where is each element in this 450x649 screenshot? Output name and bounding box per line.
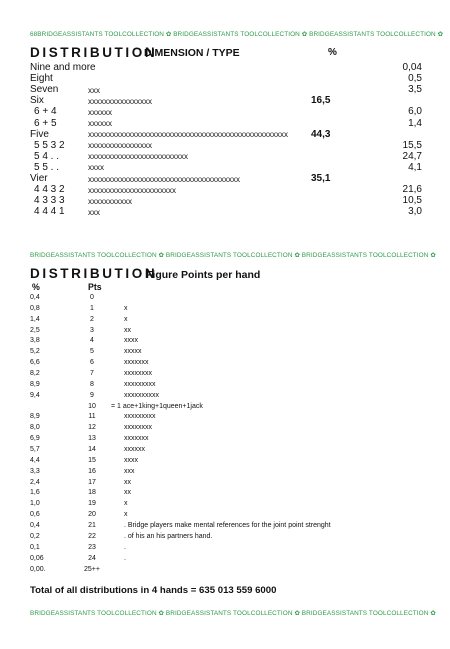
row-value: 1,4 bbox=[408, 117, 422, 129]
row-value: 3,5 bbox=[408, 84, 422, 96]
section2-col-pts: Pts bbox=[88, 282, 102, 292]
row-pts: 20 bbox=[88, 511, 96, 519]
row-pct: 2,5 bbox=[30, 326, 40, 334]
row-pts: 25++ bbox=[84, 565, 100, 573]
row-pts: 10 bbox=[88, 402, 96, 410]
row-value: 6,0 bbox=[408, 106, 422, 118]
row-pts: 17 bbox=[88, 478, 96, 486]
row-bar: . of his an his partners hand. bbox=[124, 532, 213, 540]
section1-subtitle: DIMENSION / TYPE bbox=[144, 47, 240, 59]
row-label: Six bbox=[30, 95, 44, 107]
row-pts: 9 bbox=[90, 391, 94, 399]
row-pct: 0,2 bbox=[30, 532, 40, 540]
row-pct: 0,4 bbox=[30, 294, 40, 301]
row-pct: 5,7 bbox=[30, 446, 40, 454]
row-pts: 7 bbox=[90, 370, 94, 378]
row-label: 6 + 4 bbox=[34, 106, 57, 118]
row-pts: 18 bbox=[88, 489, 96, 497]
row-bar: xx bbox=[124, 489, 131, 497]
row-pts: 12 bbox=[88, 424, 96, 432]
row-pts: 15 bbox=[88, 456, 96, 464]
row-bar: xxxx bbox=[88, 163, 104, 173]
row-pts: 14 bbox=[88, 446, 96, 454]
row-label: 4 4 4 1 bbox=[34, 206, 65, 218]
row-bar: x bbox=[124, 315, 128, 323]
row-label: Nine and more bbox=[30, 62, 96, 73]
row-bar: xxxxxxxxxxxxxxxx bbox=[88, 141, 152, 151]
row-pct: 0,06 bbox=[30, 554, 44, 562]
row-pct: 3,8 bbox=[30, 337, 40, 345]
row-bar: xxxxxxxxxxxxxxxxxxxxxxxxxxxxxxxxxxxxxx bbox=[88, 174, 240, 184]
row-pct: 3,3 bbox=[30, 467, 40, 475]
row-label: 5 5 . . bbox=[34, 161, 60, 173]
row-bar: xxxxxxxxxx bbox=[124, 391, 159, 399]
row-pct: 1,4 bbox=[30, 315, 40, 323]
row-value: 10,5 bbox=[402, 195, 422, 207]
row-pct: 6,6 bbox=[30, 359, 40, 367]
row-bar: x bbox=[124, 304, 128, 312]
row-pts: 16 bbox=[88, 467, 96, 475]
row-bar: . Bridge players make mental references for the joint point strenght bbox=[124, 522, 331, 530]
row-pts: 13 bbox=[88, 435, 96, 443]
row-bar: xxxx bbox=[124, 456, 138, 464]
row-label: 5 5 3 2 bbox=[34, 139, 65, 151]
row-pct: 1,0 bbox=[30, 500, 40, 508]
row-label: Eight bbox=[30, 73, 53, 85]
row-bar: xxx bbox=[124, 467, 135, 475]
row-bar: xxxxxxxx bbox=[124, 424, 152, 432]
row-value: 24,7 bbox=[402, 150, 422, 162]
row-bar: xx bbox=[124, 326, 131, 334]
row-bar: xxxxxxxxx bbox=[124, 380, 156, 388]
row-pct: 8,9 bbox=[30, 413, 40, 421]
row-bar: xxx bbox=[88, 207, 100, 217]
row-total: 44,3 bbox=[311, 128, 331, 140]
row-pts: 23 bbox=[88, 543, 96, 551]
row-value: 21,6 bbox=[402, 184, 422, 196]
row-bar: xxxxxxxxxxxxxxxxxxxxxx bbox=[88, 185, 176, 195]
row-value: 0,04 bbox=[402, 62, 422, 73]
row-bar: xxxxxxxx bbox=[124, 370, 152, 378]
section1-pct-header: % bbox=[328, 47, 337, 58]
row-label: 4 3 3 3 bbox=[34, 195, 65, 207]
row-bar: xxxxxxxxxxxxxxxxxxxxxxxxxxxxxxxxxxxxxxxxxxxxxxxxxx bbox=[88, 130, 288, 140]
row-bar: xxxxxxx bbox=[124, 435, 149, 443]
row-bar: . bbox=[124, 543, 126, 551]
row-value: 0,5 bbox=[408, 73, 422, 85]
row-pts: 3 bbox=[90, 326, 94, 334]
row-bar: xxxxxxxxxxxxxxxx bbox=[88, 96, 152, 106]
row-label: 5 4 . . bbox=[34, 150, 60, 162]
banner-top: 68BRIDGEASSISTANTS TOOLCOLLECTION ✿ BRIDGEASSISTANTS TOOLCOLLECTION ✿ BRIDGEASSISTANTS TOOLCOLLECTION ✿ bbox=[30, 31, 444, 38]
row-value: 4,1 bbox=[408, 161, 422, 173]
row-pct: 0,00. bbox=[30, 565, 46, 573]
section2-title: DISTRIBUTION bbox=[30, 266, 158, 281]
row-bar: xxxxxxxxxxxxxxxxxxxxxxxxx bbox=[88, 152, 188, 162]
row-pct: 8,9 bbox=[30, 380, 40, 388]
row-pts: 22 bbox=[88, 532, 96, 540]
banner-bottom: BRIDGEASSISTANTS TOOLCOLLECTION ✿ BRIDGEASSISTANTS TOOLCOLLECTION ✿ BRIDGEASSISTANTS TOOLCOLLECTION ✿ bbox=[30, 610, 436, 617]
row-total: 35,1 bbox=[311, 173, 331, 184]
row-label: 6 + 5 bbox=[34, 117, 57, 129]
section1-title: DISTRIBUTION bbox=[30, 45, 158, 60]
row-label: 4 4 3 2 bbox=[34, 184, 65, 196]
row-label: Seven bbox=[30, 84, 59, 96]
row-bar: xxxxxxxxxxx bbox=[88, 196, 132, 206]
row-pct: 4,4 bbox=[30, 456, 40, 464]
row-bar: xxxxxxxxx bbox=[124, 413, 156, 421]
row-bar: xxxx bbox=[124, 337, 138, 345]
row-pct: 8,0 bbox=[30, 424, 40, 432]
row-pct: 1,6 bbox=[30, 489, 40, 497]
row-pts: 5 bbox=[90, 348, 94, 356]
row-bar: x bbox=[124, 511, 128, 519]
row-pts: 24 bbox=[88, 554, 96, 562]
row-pts: 19 bbox=[88, 500, 96, 508]
row-pct: 6,9 bbox=[30, 435, 40, 443]
row-pct: 8,2 bbox=[30, 370, 40, 378]
row-pct: 0,8 bbox=[30, 304, 40, 312]
row-pts: 11 bbox=[88, 413, 96, 421]
row-pct: 0,4 bbox=[30, 522, 40, 530]
row-pts: 6 bbox=[90, 359, 94, 367]
row-bar: xxxxxx bbox=[124, 446, 145, 454]
row-bar: xxx bbox=[88, 85, 100, 95]
row-pts: 1 bbox=[90, 304, 94, 312]
row-pct: 5,2 bbox=[30, 348, 40, 356]
row-label: Five bbox=[30, 128, 49, 140]
row-pct: 9,4 bbox=[30, 391, 40, 399]
row-value: 3,0 bbox=[408, 206, 422, 218]
row-pct: 0,1 bbox=[30, 543, 40, 551]
row-bar: x bbox=[124, 500, 128, 508]
row-pts: 8 bbox=[90, 380, 94, 388]
row-label: Vier bbox=[30, 173, 48, 184]
section2-col-pct: % bbox=[32, 282, 40, 292]
row-bar: . bbox=[124, 554, 126, 562]
row-pct: 2,4 bbox=[30, 478, 40, 486]
row-bar: xx bbox=[124, 478, 131, 486]
row-bar: xxxxxx bbox=[88, 119, 112, 128]
banner-mid: BRIDGEASSISTANTS TOOLCOLLECTION ✿ BRIDGEASSISTANTS TOOLCOLLECTION ✿ BRIDGEASSISTANTS TOOLCOLLECTION ✿ bbox=[30, 252, 436, 259]
row-value: 15,5 bbox=[402, 139, 422, 151]
total-distributions: Total of all distributions in 4 hands = 635 013 559 6000 bbox=[30, 585, 277, 596]
section2-subtitle: Figure Points per hand bbox=[146, 269, 261, 281]
row-bar: xxxxx bbox=[124, 348, 142, 356]
row-pts: 2 bbox=[90, 315, 94, 323]
row-bar: xxxxxxx bbox=[124, 359, 149, 367]
row-bar: xxxxxx bbox=[88, 107, 112, 117]
row-bar: = 1 ace+1king+1queen+1jack bbox=[111, 402, 203, 410]
row-pts: 0 bbox=[90, 294, 94, 301]
row-pts: 4 bbox=[90, 337, 94, 345]
row-total: 16,5 bbox=[311, 95, 331, 107]
row-pct: 0,6 bbox=[30, 511, 40, 519]
row-pts: 21 bbox=[88, 522, 96, 530]
